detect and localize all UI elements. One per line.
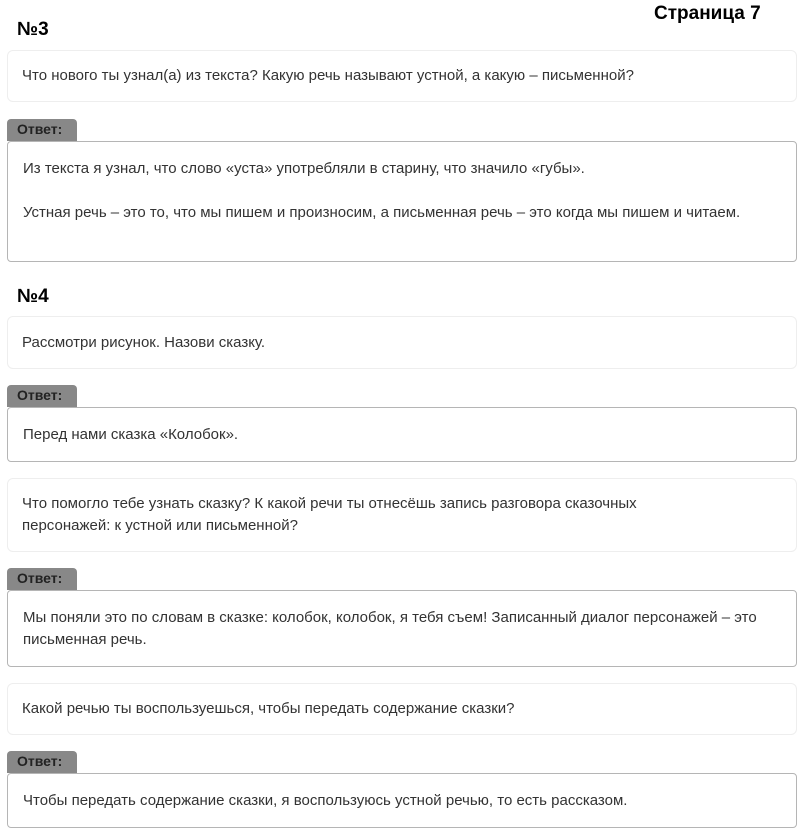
question-box bbox=[7, 316, 797, 369]
answer-label: Ответ: bbox=[7, 568, 77, 590]
answer-text: Перед нами сказка «Колобок». bbox=[23, 426, 239, 443]
question-box bbox=[7, 478, 797, 552]
question-text: Что помогло тебе узнать сказку? К какой речи ты отнесёшь запись разговора сказочных персонажей: к устной или письменной? bbox=[22, 495, 637, 534]
question-text: Рассмотри рисунок. Назови сказку. bbox=[22, 333, 266, 351]
task-number-3: №3 bbox=[17, 19, 49, 40]
answer-text: Мы поняли это по словам в сказке: колобок, колобок, я тебя съем! Записанный диалог персонажей – это письменная речь. bbox=[23, 609, 757, 648]
page-number-label: Страница 7 bbox=[654, 3, 761, 24]
answer-label: Ответ: bbox=[7, 119, 77, 141]
answer-box bbox=[7, 773, 797, 828]
answer-text: Чтобы передать содержание сказки, я воспользуюсь устной речью, то есть рассказом. bbox=[23, 792, 628, 809]
answer-text: Из текста я узнал, что слово «уста» употребляли в старину, что значило «губы». bbox=[23, 160, 585, 177]
question-text: Какой речью ты воспользуешься, чтобы передать содержание сказки? bbox=[22, 700, 515, 717]
answer-text: Устная речь – это то, что мы пишем и произносим, а письменная речь – это когда мы пишем и читаем. bbox=[23, 204, 741, 221]
answer-box bbox=[7, 590, 797, 667]
answer-label: Ответ: bbox=[7, 385, 77, 407]
answer-label: Ответ: bbox=[7, 751, 77, 773]
answer-box bbox=[7, 407, 797, 462]
task-number-4: №4 bbox=[17, 286, 49, 307]
question-text: Что нового ты узнал(а) из текста? Какую речь называют устной, а какую – письменной? bbox=[22, 67, 634, 84]
answer-box bbox=[7, 141, 797, 262]
question-box bbox=[7, 50, 797, 102]
question-box bbox=[7, 683, 797, 735]
